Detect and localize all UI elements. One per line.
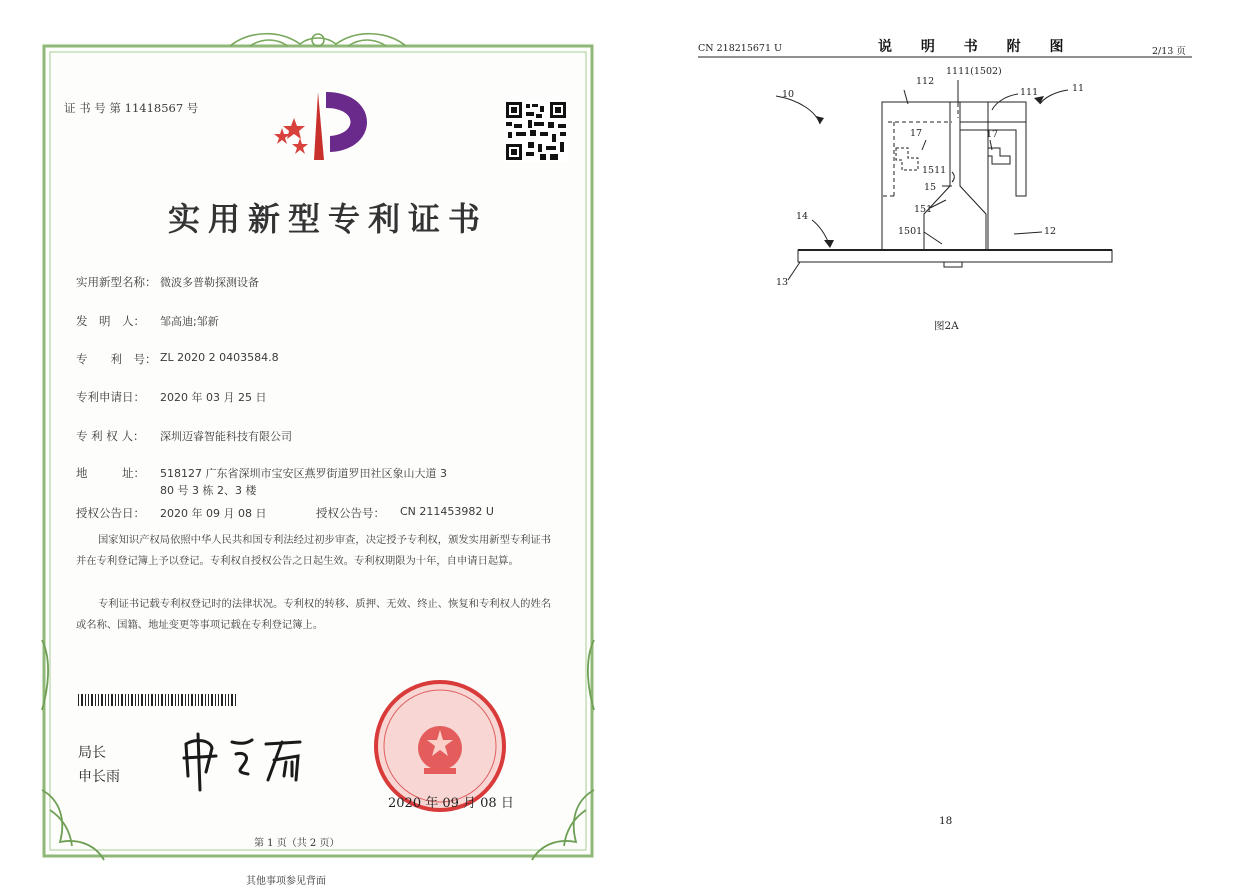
field-value-inventor: 邹高迪;邹新 <box>160 315 219 328</box>
corner-ornament-icon <box>42 640 594 860</box>
field-label-patentee: 专 利 权 人： <box>76 429 145 443</box>
field-value-address-line2: 80 号 3 栋 2、3 楼 <box>160 484 257 497</box>
arrow-14-icon <box>824 240 834 248</box>
grant-number-label: 授权公告号： <box>316 506 385 520</box>
certificate-paragraph-1: 国家知识产权局依照中华人民共和国专利法经过初步审查，决定授予专利权，颁发实用新型专利证书并在专利登记簿上予以登记。专利权自授权公告之日起生效。专利权期限为十年，自申请日起算。 <box>76 534 552 567</box>
field-label-design-name: 实用新型名称： <box>76 275 157 289</box>
patent-drawing-sheet <box>632 0 1260 892</box>
label-13: 13 <box>776 277 789 288</box>
certificate-footer: 其他事项参见背面 <box>246 876 326 887</box>
top-ornament-icon <box>230 34 406 46</box>
grant-date-value: 2020 年 09 月 08 日 <box>160 507 267 520</box>
grant-date-label: 授权公告日： <box>76 506 145 520</box>
field-value-patent-number: ZL 2020 2 0403584.8 <box>160 351 279 364</box>
sheet-header-publication-number: CN 218215671 U <box>698 43 783 54</box>
field-label-address: 地 址： <box>76 466 145 480</box>
sheet-header-title: 说 明 书 附 图 <box>878 39 1076 55</box>
label-111: 111 <box>1020 87 1039 98</box>
certificate-title: 实用新型专利证书 <box>168 200 489 238</box>
label-10: 10 <box>782 89 795 100</box>
signer-title: 局长 <box>78 745 106 761</box>
seal-date: 2020 年 09 月 08 日 <box>388 796 514 811</box>
field-label-filing-date: 专利申请日： <box>76 390 145 404</box>
label-11: 11 <box>1072 83 1085 94</box>
official-seal-icon <box>376 682 504 810</box>
label-17-right: 17 <box>986 129 999 140</box>
label-14: 14 <box>796 211 809 222</box>
certificate-paragraph-2: 专利证书记载专利权登记时的法律状况。专利权的转移、质押、无效、终止、恢复和专利权人的姓名或名称、国籍、地址变更等事项记载在专利登记簿上。 <box>76 598 552 631</box>
certificate-number: 证 书 号 第 11418567 号 <box>64 101 199 115</box>
label-151: 151 <box>914 204 933 215</box>
sheet-header-page: 2/13 页 <box>1152 46 1186 57</box>
handwritten-signature-icon <box>184 734 300 790</box>
label-1511: 1511 <box>922 165 947 176</box>
field-label-inventor: 发 明 人： <box>76 314 145 328</box>
field-value-design-name: 微波多普勒探测设备 <box>160 276 259 289</box>
grant-number-value: CN 211453982 U <box>400 505 494 518</box>
figure-2a-drawing <box>632 0 1260 892</box>
field-label-patent-number: 专 利 号： <box>76 352 157 366</box>
field-value-filing-date: 2020 年 03 月 25 日 <box>160 391 267 404</box>
field-value-address-line1: 518127 广东省深圳市宝安区燕罗街道罗田社区象山大道 3 <box>160 467 447 480</box>
label-12: 12 <box>1044 226 1057 237</box>
label-1111: 1111(1502) <box>946 66 1002 77</box>
barcode-icon <box>78 694 238 706</box>
field-value-patentee: 深圳迈睿智能科技有限公司 <box>160 430 292 443</box>
ground-plate <box>798 250 1112 262</box>
patent-office-logo-icon <box>274 92 367 160</box>
leader-10 <box>776 96 820 124</box>
figure-caption: 图2A <box>934 320 959 332</box>
signer-name: 申长雨 <box>78 769 120 785</box>
label-17-left: 17 <box>910 128 923 139</box>
label-112: 112 <box>916 76 935 87</box>
label-1501: 1501 <box>898 226 923 237</box>
sheet-page-number: 18 <box>939 815 953 827</box>
qr-code-icon <box>504 100 568 162</box>
arrow-10-icon <box>816 116 824 124</box>
label-15: 15 <box>924 182 937 193</box>
page-indicator: 第 1 页（共 2 页） <box>254 838 340 849</box>
